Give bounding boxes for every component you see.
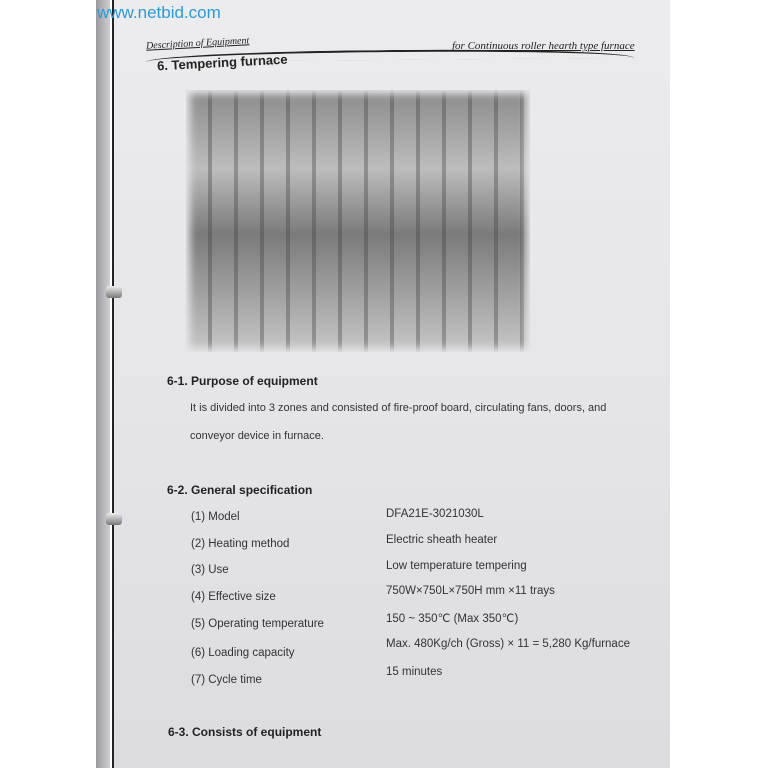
header-right: for Continuous roller hearth type furnace	[452, 40, 635, 52]
spec-value: Max. 480Kg/ch (Gross) × 11 = 5,280 Kg/furnace	[386, 638, 630, 650]
spec-label: (7) Cycle time	[191, 674, 262, 686]
binder-ring	[106, 513, 122, 525]
section-heading-purpose: 6-1. Purpose of equipment	[167, 374, 318, 388]
page-title: 6. Tempering furnace	[156, 51, 288, 74]
spec-label: (2) Heating method	[191, 538, 290, 550]
spec-label: (4) Effective size	[191, 591, 276, 603]
binder-ring	[106, 286, 122, 298]
header-left: Description of Equipment	[145, 35, 250, 52]
section-heading-consists: 6-3. Consists of equipment	[168, 725, 322, 739]
spec-value: Low temperature tempering	[386, 560, 527, 572]
spec-label: (3) Use	[191, 564, 229, 576]
binder-line	[112, 0, 114, 768]
spec-label: (6) Loading capacity	[191, 647, 295, 659]
spec-label: (1) Model	[191, 511, 240, 523]
purpose-line-2: conveyor device in furnace.	[190, 430, 324, 442]
watermark: www.netbid.com	[97, 3, 221, 22]
spec-value: Electric sheath heater	[386, 534, 498, 546]
spec-value: 15 minutes	[386, 666, 443, 678]
purpose-line-1: It is divided into 3 zones and consisted of fire-proof board, circulating fans, doors, and	[190, 402, 607, 414]
spec-label: (5) Operating temperature	[191, 618, 324, 630]
spec-value: 750W×750L×750H mm ×11 trays	[386, 585, 555, 597]
furnace-photo	[186, 90, 530, 352]
spec-value: DFA21E-3021030L	[386, 508, 484, 520]
spec-value: 150 ~ 350℃ (Max 350℃)	[386, 613, 519, 625]
section-heading-spec: 6-2. General specification	[167, 483, 313, 497]
binder-edge	[96, 0, 110, 768]
